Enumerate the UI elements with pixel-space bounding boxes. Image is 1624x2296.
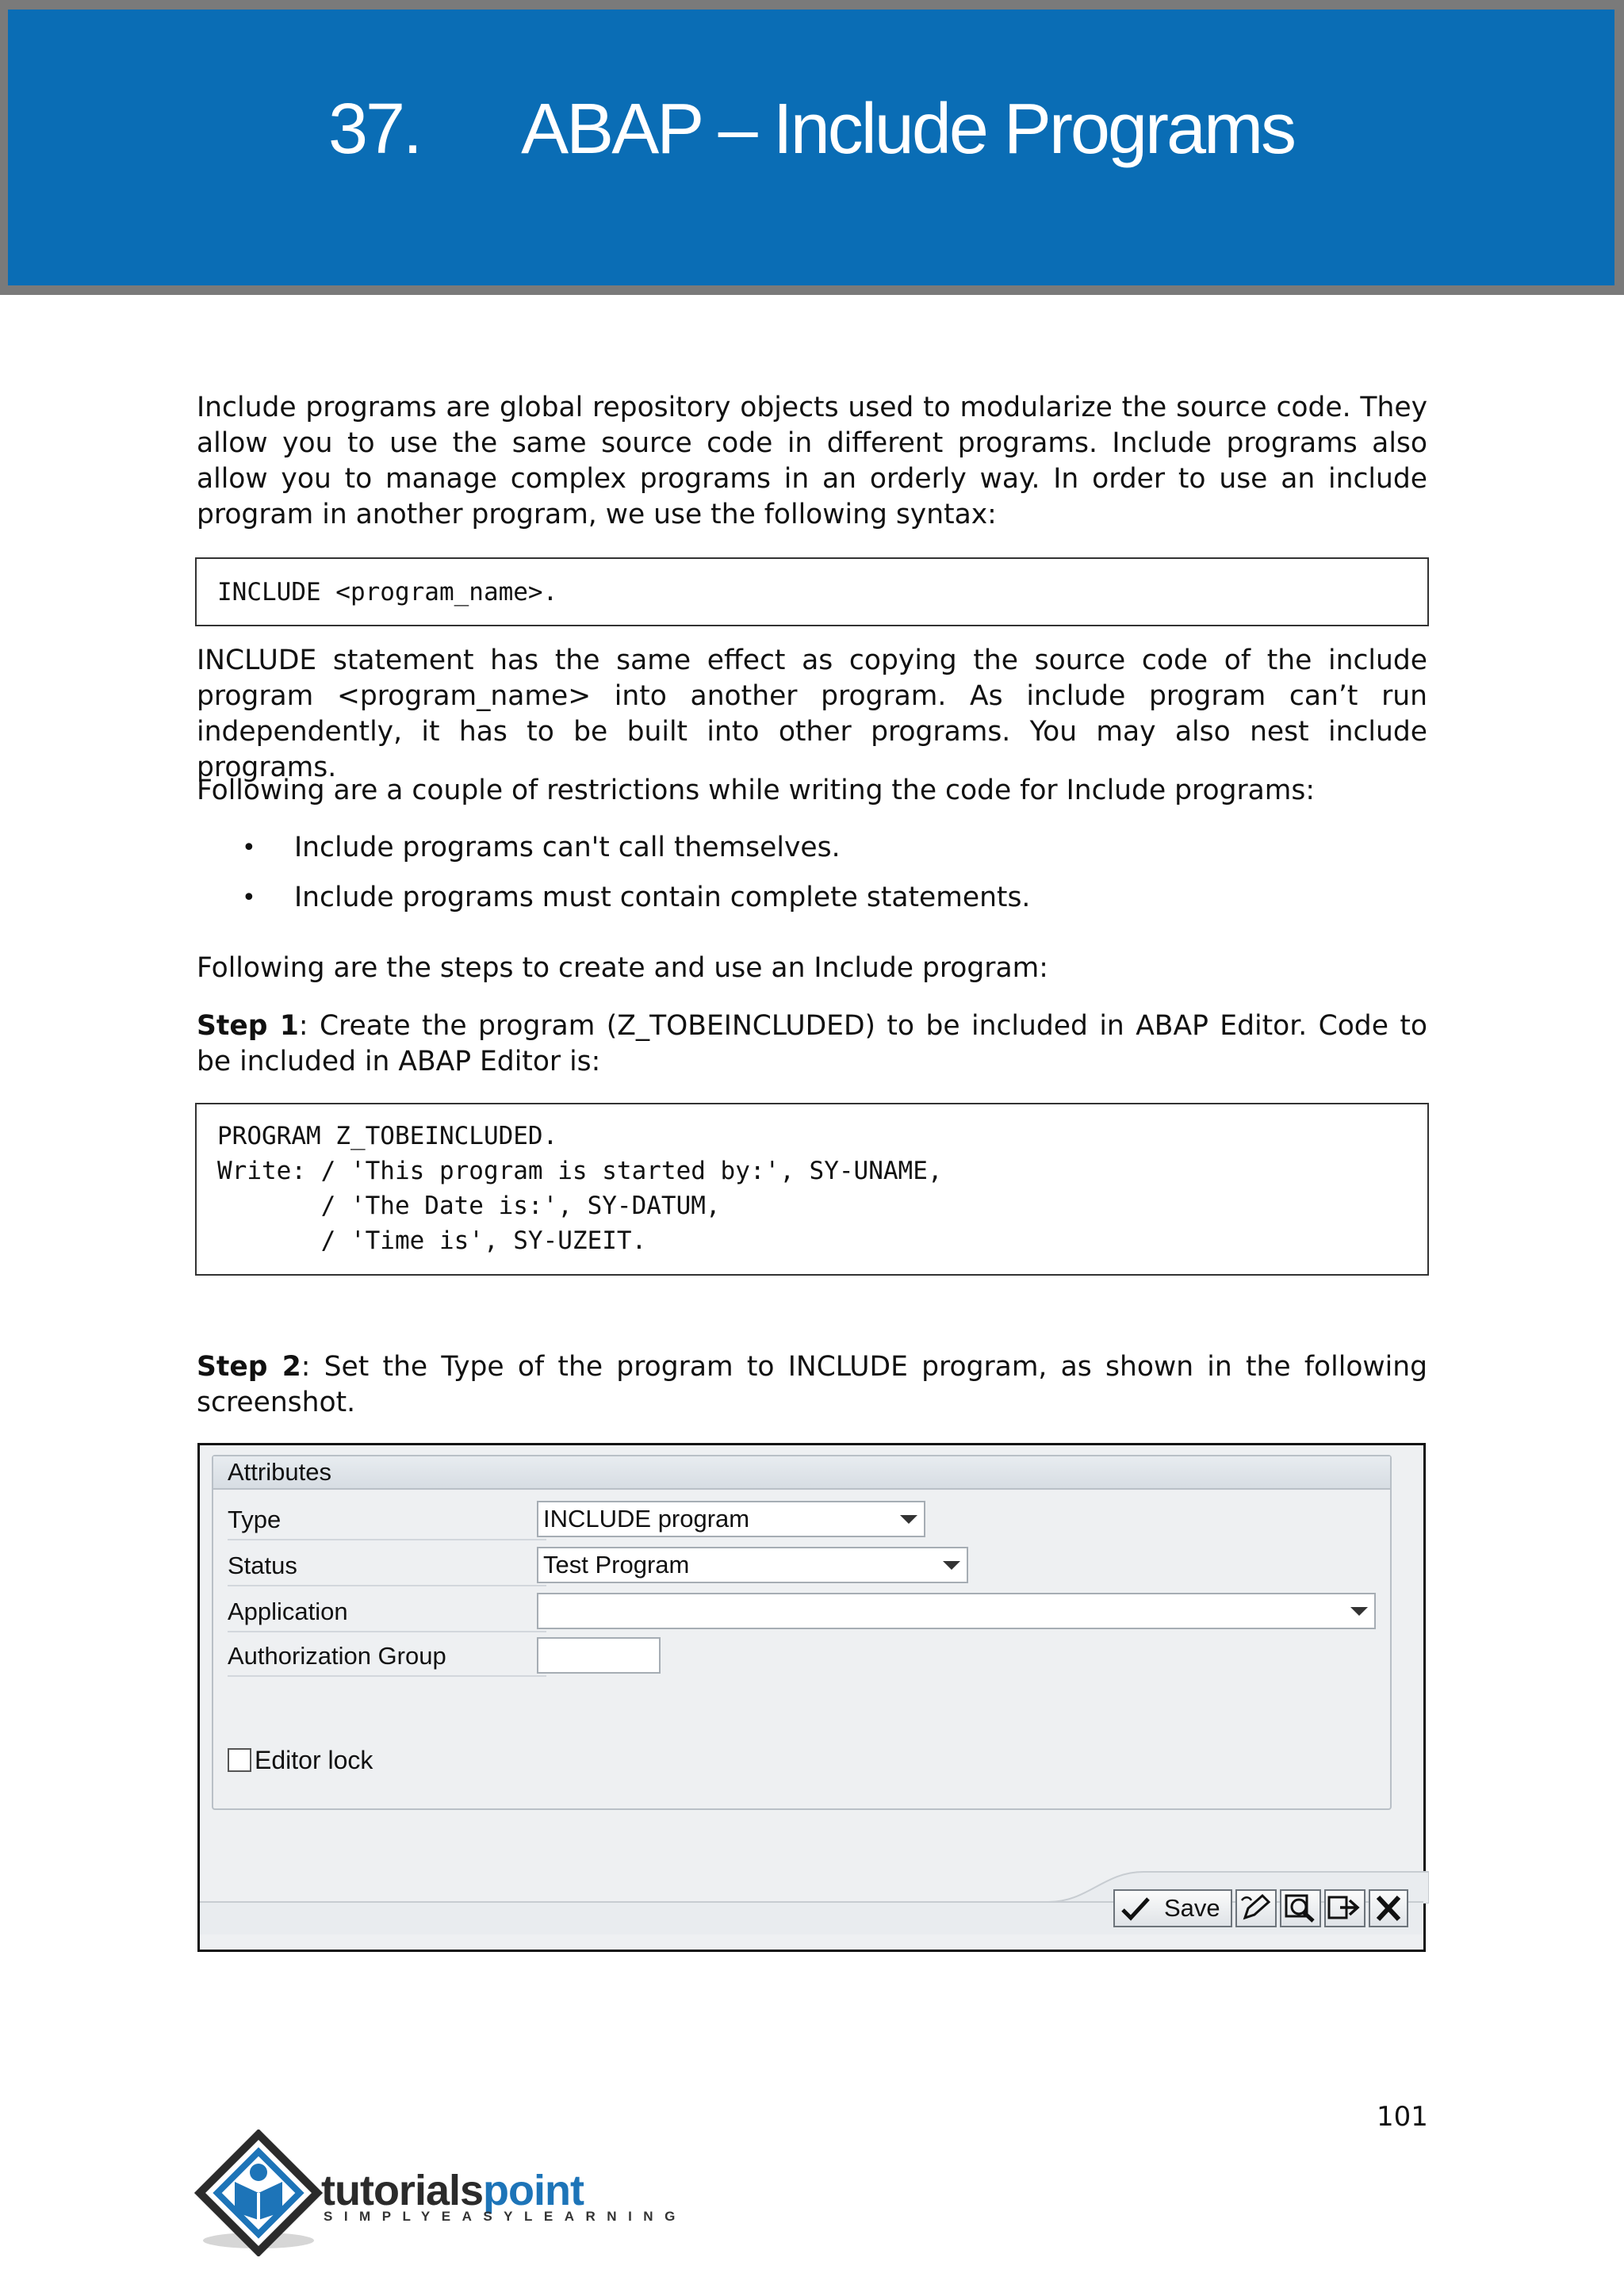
status-dropdown[interactable] [537,1547,968,1583]
steps-intro-section [197,951,1427,986]
steps-intro: Following are the steps to create and use an Include program: [197,952,1048,984]
logo-wordmark-part1: tutorials [321,2167,484,2214]
magnifier-icon [1281,1891,1320,1926]
type-label: Type [228,1501,546,1540]
page-number: 101 [1377,2101,1428,2133]
step1-label: Step 1 [197,1010,299,1042]
status-value: Test Program [543,1551,690,1578]
logo-wordmark-part2: point [483,2167,584,2214]
authorization-group-label: Authorization Group [228,1637,546,1677]
code-line: PROGRAM Z_TOBEINCLUDED. [217,1122,558,1150]
explanation-section [197,643,1427,786]
step2-label: Step 2 [197,1351,301,1383]
edit-button[interactable] [1235,1889,1277,1927]
attributes-group [212,1455,1392,1810]
explanation-paragraph: INCLUDE statement has the same effect as copying the source code of the include program <program_name> into another program. As include program can’t run independently, it has to be built into other programs. You may also nest include programs. [197,645,1427,783]
transfer-button[interactable] [1324,1889,1365,1927]
syntax-code-block [195,557,1429,626]
intro-section [197,390,1427,533]
chapter-banner [0,0,1624,295]
bullet-dot-icon: • [242,884,256,912]
code-line: / 'Time is', SY-UZEIT. [217,1226,647,1255]
bullet-text: Include programs must contain complete statements. [294,882,1031,913]
step2-section [197,1349,1427,1421]
application-label: Application [228,1593,546,1632]
code-line: / 'The Date is:', SY-DATUM, [217,1192,721,1220]
cancel-button[interactable] [1369,1889,1408,1927]
step2-text: : Set the Type of the program to INCLUDE program, as shown in the following screenshot. [197,1351,1427,1418]
sap-attributes-screenshot [197,1443,1426,1952]
transfer-icon [1326,1891,1364,1926]
pencil-icon [1237,1891,1275,1926]
save-button[interactable] [1113,1889,1232,1927]
bullet-dot-icon: • [242,834,256,862]
step1-text: : Create the program (Z_TOBEINCLUDED) to be included in ABAP Editor. Code to be included in ABAP Editor is: [197,1010,1427,1077]
status-label: Status [228,1547,546,1586]
dropdown-arrow-icon [1350,1607,1368,1616]
logo-wordmark [321,2166,584,2215]
logo-tagline: SIMPLYEASYLEARNING [324,2209,687,2224]
dropdown-arrow-icon [943,1561,960,1570]
intro-paragraph: Include programs are global repository objects used to modularize the source code. They allow you to use the same source code in different programs. Include programs also allow you to manage complex programs in an orderly way. In order to use an include program in another program, we use the following syntax: [197,392,1427,530]
authorization-group-input[interactable] [537,1637,661,1674]
type-dropdown[interactable] [537,1501,925,1537]
search-button[interactable] [1280,1889,1321,1927]
dropdown-arrow-icon [900,1515,917,1524]
tutorialspoint-logo-icon [193,2130,328,2256]
step1-paragraph [197,1008,1427,1080]
chapter-title: ABAP – Include Programs [521,90,1295,169]
code-line: INCLUDE <program_name>. [217,578,558,607]
checkmark-icon [1120,1896,1151,1923]
save-button-label: Save [1164,1894,1220,1922]
chapter-heading [8,89,1614,170]
code-line: Write: / 'This program is started by:', SY-UNAME, [217,1157,943,1185]
close-icon [1370,1891,1407,1926]
bullet-text: Include programs can't call themselves. [294,832,841,863]
editor-lock-label: Editor lock [255,1746,373,1774]
application-dropdown[interactable] [537,1593,1376,1629]
restrictions-intro: Following are a couple of restrictions while writing the code for Include programs: [197,775,1316,806]
editor-lock-checkbox[interactable] [228,1748,251,1772]
step2-paragraph [197,1349,1427,1421]
restrictions-section [197,773,1427,809]
step1-section [197,1008,1427,1080]
type-value: INCLUDE program [543,1505,750,1533]
attributes-group-title: Attributes [213,1456,1390,1490]
chapter-number: 37. [327,90,421,169]
chapter-banner-inner [8,10,1614,285]
program-code-block [195,1103,1429,1276]
